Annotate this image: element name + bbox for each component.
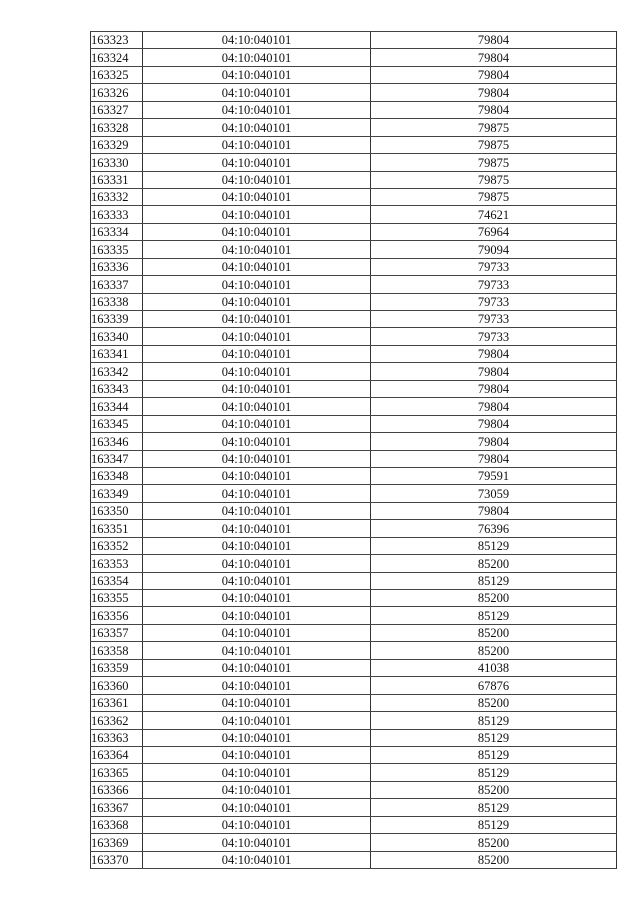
- table-row: [91, 712, 617, 729]
- row-id-cell: 163344: [91, 398, 143, 415]
- row-id-cell: 163357: [91, 624, 143, 641]
- row-id-cell: 163366: [91, 781, 143, 798]
- table-row: [91, 206, 617, 223]
- row-value-cell: 79733: [371, 328, 617, 345]
- row-value-cell: 85200: [371, 694, 617, 711]
- row-code-cell: 04:10:040101: [143, 206, 371, 223]
- table-row: [91, 32, 617, 49]
- row-id-cell: 163339: [91, 311, 143, 328]
- row-id-cell: 163363: [91, 729, 143, 746]
- row-value-cell: 85200: [371, 781, 617, 798]
- row-value-cell: 85200: [371, 590, 617, 607]
- table-row: [91, 433, 617, 450]
- row-code-cell: 04:10:040101: [143, 537, 371, 554]
- table-row: [91, 345, 617, 362]
- row-code-cell: 04:10:040101: [143, 764, 371, 781]
- row-id-cell: 163337: [91, 276, 143, 293]
- row-value-cell: 79804: [371, 502, 617, 519]
- table-row: [91, 834, 617, 851]
- row-code-cell: 04:10:040101: [143, 694, 371, 711]
- row-id-cell: 163324: [91, 49, 143, 66]
- row-code-cell: 04:10:040101: [143, 450, 371, 467]
- row-id-cell: 163333: [91, 206, 143, 223]
- row-id-cell: 163331: [91, 171, 143, 188]
- row-code-cell: 04:10:040101: [143, 659, 371, 676]
- row-value-cell: 85200: [371, 642, 617, 659]
- row-id-cell: 163369: [91, 834, 143, 851]
- row-id-cell: 163355: [91, 590, 143, 607]
- table-row: [91, 154, 617, 171]
- row-id-cell: 163325: [91, 66, 143, 83]
- table-row: [91, 49, 617, 66]
- row-code-cell: 04:10:040101: [143, 276, 371, 293]
- row-id-cell: 163364: [91, 746, 143, 763]
- row-value-cell: 85129: [371, 607, 617, 624]
- row-code-cell: 04:10:040101: [143, 241, 371, 258]
- table-row: [91, 851, 617, 868]
- row-id-cell: 163338: [91, 293, 143, 310]
- row-value-cell: 79804: [371, 49, 617, 66]
- row-code-cell: 04:10:040101: [143, 363, 371, 380]
- row-code-cell: 04:10:040101: [143, 572, 371, 589]
- row-value-cell: 79875: [371, 136, 617, 153]
- row-code-cell: 04:10:040101: [143, 311, 371, 328]
- row-code-cell: 04:10:040101: [143, 590, 371, 607]
- row-value-cell: 79804: [371, 101, 617, 118]
- row-code-cell: 04:10:040101: [143, 642, 371, 659]
- table-row: [91, 241, 617, 258]
- row-code-cell: 04:10:040101: [143, 154, 371, 171]
- table-row: [91, 537, 617, 554]
- row-id-cell: 163356: [91, 607, 143, 624]
- row-value-cell: 67876: [371, 677, 617, 694]
- row-code-cell: 04:10:040101: [143, 398, 371, 415]
- row-code-cell: 04:10:040101: [143, 415, 371, 432]
- data-table: [90, 31, 617, 869]
- row-code-cell: 04:10:040101: [143, 258, 371, 275]
- table-row: [91, 328, 617, 345]
- row-id-cell: 163334: [91, 223, 143, 240]
- row-code-cell: 04:10:040101: [143, 84, 371, 101]
- row-value-cell: 85129: [371, 729, 617, 746]
- row-id-cell: 163340: [91, 328, 143, 345]
- row-value-cell: 85129: [371, 712, 617, 729]
- row-id-cell: 163345: [91, 415, 143, 432]
- row-id-cell: 163359: [91, 659, 143, 676]
- row-id-cell: 163343: [91, 380, 143, 397]
- row-value-cell: 79804: [371, 450, 617, 467]
- row-code-cell: 04:10:040101: [143, 799, 371, 816]
- row-value-cell: 85129: [371, 799, 617, 816]
- row-code-cell: 04:10:040101: [143, 781, 371, 798]
- row-code-cell: 04:10:040101: [143, 328, 371, 345]
- row-id-cell: 163370: [91, 851, 143, 868]
- table-row: [91, 450, 617, 467]
- row-code-cell: 04:10:040101: [143, 32, 371, 49]
- table-row: [91, 119, 617, 136]
- row-value-cell: 85200: [371, 851, 617, 868]
- row-code-cell: 04:10:040101: [143, 101, 371, 118]
- row-id-cell: 163367: [91, 799, 143, 816]
- row-value-cell: 73059: [371, 485, 617, 502]
- row-value-cell: 79875: [371, 188, 617, 205]
- row-code-cell: 04:10:040101: [143, 746, 371, 763]
- row-value-cell: 79094: [371, 241, 617, 258]
- row-code-cell: 04:10:040101: [143, 136, 371, 153]
- row-id-cell: 163358: [91, 642, 143, 659]
- row-code-cell: 04:10:040101: [143, 677, 371, 694]
- row-value-cell: 79804: [371, 345, 617, 362]
- row-value-cell: 79591: [371, 467, 617, 484]
- row-id-cell: 163342: [91, 363, 143, 380]
- row-id-cell: 163332: [91, 188, 143, 205]
- row-code-cell: 04:10:040101: [143, 223, 371, 240]
- row-value-cell: 79804: [371, 363, 617, 380]
- table-row: [91, 380, 617, 397]
- table-row: [91, 485, 617, 502]
- table-row: [91, 659, 617, 676]
- row-value-cell: 79804: [371, 66, 617, 83]
- table-row: [91, 502, 617, 519]
- row-id-cell: 163350: [91, 502, 143, 519]
- table-row: [91, 677, 617, 694]
- table-row: [91, 746, 617, 763]
- table-row: [91, 781, 617, 798]
- table-row: [91, 188, 617, 205]
- row-code-cell: 04:10:040101: [143, 345, 371, 362]
- row-value-cell: 79804: [371, 415, 617, 432]
- row-id-cell: 163341: [91, 345, 143, 362]
- table-row: [91, 398, 617, 415]
- row-id-cell: 163361: [91, 694, 143, 711]
- table-row: [91, 84, 617, 101]
- row-code-cell: 04:10:040101: [143, 66, 371, 83]
- row-value-cell: 79733: [371, 276, 617, 293]
- row-code-cell: 04:10:040101: [143, 119, 371, 136]
- row-value-cell: 79804: [371, 32, 617, 49]
- row-value-cell: 79804: [371, 398, 617, 415]
- table-row: [91, 258, 617, 275]
- table-row: [91, 66, 617, 83]
- table-row: [91, 101, 617, 118]
- row-id-cell: 163348: [91, 467, 143, 484]
- table-row: [91, 276, 617, 293]
- row-value-cell: 79733: [371, 293, 617, 310]
- row-code-cell: 04:10:040101: [143, 433, 371, 450]
- table-row: [91, 572, 617, 589]
- row-code-cell: 04:10:040101: [143, 816, 371, 833]
- table-row: [91, 171, 617, 188]
- row-code-cell: 04:10:040101: [143, 624, 371, 641]
- row-value-cell: 79875: [371, 154, 617, 171]
- row-code-cell: 04:10:040101: [143, 502, 371, 519]
- row-id-cell: 163327: [91, 101, 143, 118]
- row-value-cell: 85129: [371, 764, 617, 781]
- row-code-cell: 04:10:040101: [143, 834, 371, 851]
- row-id-cell: 163330: [91, 154, 143, 171]
- row-value-cell: 76396: [371, 520, 617, 537]
- row-code-cell: 04:10:040101: [143, 293, 371, 310]
- table-row: [91, 293, 617, 310]
- row-code-cell: 04:10:040101: [143, 188, 371, 205]
- row-code-cell: 04:10:040101: [143, 49, 371, 66]
- row-code-cell: 04:10:040101: [143, 607, 371, 624]
- row-value-cell: 79733: [371, 311, 617, 328]
- table-row: [91, 415, 617, 432]
- row-value-cell: 85129: [371, 572, 617, 589]
- row-value-cell: 85129: [371, 537, 617, 554]
- row-id-cell: 163349: [91, 485, 143, 502]
- table-row: [91, 590, 617, 607]
- row-id-cell: 163353: [91, 555, 143, 572]
- row-value-cell: 85129: [371, 816, 617, 833]
- row-code-cell: 04:10:040101: [143, 555, 371, 572]
- table-row: [91, 136, 617, 153]
- row-value-cell: 85129: [371, 746, 617, 763]
- row-id-cell: 163328: [91, 119, 143, 136]
- row-code-cell: 04:10:040101: [143, 380, 371, 397]
- row-value-cell: 79804: [371, 433, 617, 450]
- table-row: [91, 642, 617, 659]
- row-value-cell: 79804: [371, 84, 617, 101]
- table-row: [91, 799, 617, 816]
- row-value-cell: 79804: [371, 380, 617, 397]
- row-value-cell: 41038: [371, 659, 617, 676]
- row-code-cell: 04:10:040101: [143, 712, 371, 729]
- row-value-cell: 79733: [371, 258, 617, 275]
- row-id-cell: 163329: [91, 136, 143, 153]
- row-value-cell: 85200: [371, 834, 617, 851]
- row-value-cell: 74621: [371, 206, 617, 223]
- row-id-cell: 163346: [91, 433, 143, 450]
- row-id-cell: 163347: [91, 450, 143, 467]
- row-value-cell: 76964: [371, 223, 617, 240]
- row-code-cell: 04:10:040101: [143, 467, 371, 484]
- row-id-cell: 163365: [91, 764, 143, 781]
- table-body: [91, 32, 617, 869]
- table-row: [91, 467, 617, 484]
- row-id-cell: 163326: [91, 84, 143, 101]
- row-id-cell: 163323: [91, 32, 143, 49]
- row-code-cell: 04:10:040101: [143, 851, 371, 868]
- table-row: [91, 694, 617, 711]
- table-row: [91, 607, 617, 624]
- row-code-cell: 04:10:040101: [143, 520, 371, 537]
- table-row: [91, 520, 617, 537]
- row-value-cell: 85200: [371, 624, 617, 641]
- row-id-cell: 163335: [91, 241, 143, 258]
- row-id-cell: 163336: [91, 258, 143, 275]
- row-value-cell: 79875: [371, 119, 617, 136]
- row-id-cell: 163362: [91, 712, 143, 729]
- row-id-cell: 163352: [91, 537, 143, 554]
- row-value-cell: 79875: [371, 171, 617, 188]
- row-code-cell: 04:10:040101: [143, 729, 371, 746]
- table-row: [91, 729, 617, 746]
- row-id-cell: 163351: [91, 520, 143, 537]
- table-row: [91, 555, 617, 572]
- table-row: [91, 764, 617, 781]
- row-code-cell: 04:10:040101: [143, 485, 371, 502]
- row-id-cell: 163360: [91, 677, 143, 694]
- table-row: [91, 363, 617, 380]
- table-row: [91, 624, 617, 641]
- row-value-cell: 85200: [371, 555, 617, 572]
- table-row: [91, 311, 617, 328]
- table-row: [91, 223, 617, 240]
- row-id-cell: 163354: [91, 572, 143, 589]
- row-id-cell: 163368: [91, 816, 143, 833]
- table-row: [91, 816, 617, 833]
- row-code-cell: 04:10:040101: [143, 171, 371, 188]
